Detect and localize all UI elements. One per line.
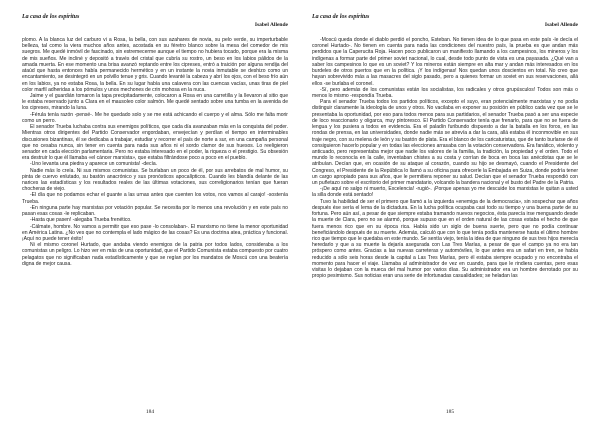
paragraph: -Sí, pero además de los comunistas están los socialistas, los radicales y otros grupúsculos! Todos son más o menos lo mismo -respondía Trueba. (312, 86, 578, 99)
paragraph: -¡De aquí no salgo ni muerto, Excelencia! -rugió-. ¡Porque apenas yo me descuide los marxistas le quitan a usted la silla donde está sentado! (312, 186, 578, 199)
paragraph: Nadie más lo creía. Ni sus mismos comunistas. Se burlaban un poco de él, por sus arrebatos de mal humor, su pinta de cuervo enlutado, su bastón anacrónico y sus pronósticos apocalípticos. Cuando les blandía delante de las narices las estadísticas y los resultados reales de las últimas votaciones, sus correligionarios tenían que fueran chocheras de viejo. (22, 167, 288, 193)
book-title: La casa de los espíritus (22, 14, 80, 20)
paragraph: Tuvo la habilidad de ser el primero que llamó a la izquierda «enemiga de la democracia», sin sospechar que años después ése sería el lema de la dictadura. En la lucha política ocupaba casi todo su tiempo y una buena parte de su fortuna. Pero aún así, a pesar de que siempre estaba tramando nuevos negocios, ésta parecía irse menguando desde la muerte de Clara, pero no se alarmó, porque supuso que en el orden natural de las cosas estaba el hecho de que fuera menos rico que en su época rica. Había sido un siglo de buena suerte, pero que no podía continuar beneficiándolo después de su muerte. Además, calculó que con lo que tenía podía mantenerse hasta el último hombre rico que tiempo que le quedaba en este mundo. Se sentía viejo, tenía la idea de que ninguno de sus tres hijos merecía heredarlo y que a su muerte la dejaría asegurada con Las Tres Marías, a pesar de que el campo ya no era tan próspero como antes. Gracias a las nuevas carreteras y automóviles, lo que antes era un safari en tren, se había reducido a sólo seis horas desde la capital a Las Tres Marías, pero él estaba siempre ocupado y no encontraba el momento para hacer el viaje. Llamaba al administrador de vez en cuando, para que le rindiera cuentas, pero esas visitas lo dejaban con la mueca del mal humor por varios días. Su administrador era un hombre derrotado por su propio pesimismo. Sus noticias eran una serie de infortunadas casualidades; se heladan las (312, 198, 578, 280)
page-number: 185 (445, 409, 455, 415)
author-name: Isabel Allende (254, 22, 288, 28)
book-title: La casa de los espíritus (312, 14, 370, 20)
right-page (300, 0, 600, 424)
running-header (22, 13, 288, 26)
page-number: 184 (145, 409, 155, 415)
paragraph: El senador Trueba luchaba contra sus enemigos políticos, que cada día avanzaban más en la conquista del poder. Mientras otros dirigentes del Partido Conservador engordaban, envejecían y perdían el tiempo en interminables discusiones bizantinas, él se dedicaba a trabajar, estudiar y recorrer el país de norte a sur, en una campaña personal que no cesaba nunca, sin tener en cuenta para nada sus años ni el sordo clamor de sus huesos. Lo reeligieron senador en cada elección parlamentaria. Pero no estaba interesado en el poder, la riqueza o el prestigio. Su obsesión era destruir lo que él llamaba «el cáncer marxista», que estaba filtrándose poco a poco en el pueblo. (22, 124, 288, 162)
running-header (312, 13, 578, 26)
paragraph: Jaime y el guardián tomaron la tapa precipitadamente, colocaron a Rosa en una carretilla y la llevaron al sitio que le estaba reservado junto a Clara en el mausoleo color salmón. Me quedé sentado sobre una tumba en la avenida de los cipreses, mirando la luna. (22, 92, 288, 112)
body-text (312, 37, 578, 407)
paragraph: -Cálmate, hombre. No vamos a permitir que eso pase -lo consolaban-. El marxismo no tiene la menor oportunidad en América Latina. ¿No ves que no contempla el lado mágico de las cosas? Es una doctrina atea, práctica y funcional. ¡Aquí no puede tener éxito! (22, 223, 288, 242)
author-name: Isabel Allende (544, 22, 578, 28)
paragraph: -En ninguna parte hay marxistas por votación popular. Se necesita por lo menos una revolución y en este país no pasan esas cosas -le replicaban. (22, 204, 288, 218)
paragraph: -Uno levanta una piedra y aparece un comunista! -decía. (30, 161, 158, 168)
paragraph: plomo. A la blanca luz del carburo vi a Rosa, la bella, con sus azahares de novia, su pelo verde, su imperturbable belleza, tal como la viera muchos años antes, acostada en su féretro blanco sobre la mesa del comedor de mis suegros. Me quedé inmóvil de fascinado, sin estremecerme aunque el tiempo no hubiera tocado, porque era la misma de mis sueños. Me incliné y depositó a través del cristal que cubría su rostro, un beso en los labios pálidos de la amada muerta. En ese momento una brisa avanzó reptando entre los cipreses, entró a traición por alguna rendija del ataúd que hasta entonces había permanecido hermético y en un instante la novia inmutable se deshizo como un encantamiento, se desintegró en un polvillo tenue y gris. Cuando levanté la cabeza y abrí los ojos, con el beso frío aún en los labios, ya no estaba Rosa, la bella. En su lugar había una calavera con las cuencas vacías, unas tiras de piel color marfil adheridas a los pómulos y unos mechones de crin mohosa en la nuca. (22, 37, 288, 93)
paragraph: Ni el mismo coronel Hurtado, que andaba viendo enemigos de la patria por todos lados, consideraba a los comunistas un peligro. Lo hizo ver en más de una oportunidad, que el Partido Comunista estaba compuesto por cuatro pelagatos que no significaban nada estadísticamente y que se regían por los mandatos de Moscú con una beatería digna de mejor causa. (22, 242, 288, 267)
paragraph: -Hasta que pasen! -alegaba Trueba frenético. (30, 217, 132, 224)
paragraph: -El día que no podamos echar el guante a las urnas antes que cuenten los votos, nos vamos al carajo! -sostenía Trueba. (22, 192, 288, 205)
paragraph: -Férula tenía razón -pensé-. Me he quedado solo y se me está achicando el cuerpo y el alma. Sólo me falta morir como un perro. (22, 111, 288, 124)
paragraph: -Moscú queda donde el diablo perdió el poncho, Esteban. No tienen idea de lo que pasa en este país -le decía el coronel Hurtado-. No tienen en cuenta para nada las condiciones del nuestro país, la prueba es que andan más perdidos que la Caperucita Roja. Hacen poco publicaron un manifiesto llamando a los campesinos, los mineros y los indígenas a formar parte del primer soviet nacional, lo cual, desde todo punto de vista es una payasada. ¿Qué van a saber los campesinos lo que es un soviet? Y los mineros están siempre en alta mar y andan más interesados en los burdeles de otros puertos que en la política. ¡Y los indígenas! Nos quedan unos doscientos en total. No creo que hayan sobrevivido más a las masacres del siglo pasado, pero a quienes formar un soviet en sus reservaciones, allá ellos -se burlaba el coronel. (312, 37, 578, 87)
paragraph: Para el senador Trueba todos los partidos políticos, excepto el suyo, eran potencialmente marxistas y no podía distinguir claramente la ideología de unos y otros. No vacilaba en exponer su posición en público cada vez que se le presentaba la oportunidad, por eso para todos menos para sus partidarios, el senador Trueba pasó a ser una especie de loco reaccionario y oligarca, muy pintoresco. El Partido Conservador tenía que frenarlo, para que no se fuera de lengua y los pusiera a todos en evidencia. Era el paladín furibundo dispuesto a dar la batalla en los foros, en las rondas de prensa, en las universidades, donde nadie más se atrevía a dar la cara, allá estaba él inconmovible en sus traje negro, con su melena de león y su bastón de plata. Era el blanco de los caricaturistas, que de tanto burlarse de él consiguieron hacerlo popular y en todas las elecciones arrasaba con la votación conservadora. Era fanático, violento y anticuado, pero representaba mejor que nadie los valores de la familia, la tradición, la propiedad y el orden. Todo el mundo lo reconocía en la calle, inventaban chistes a su costa y corrían de boca en boca las anécdotas que se le atribuían. Decían que, en ocasión de su ataque al corazón, cuando su hijo se desmayó, cuando el Presidente del Congreso, el Presidente de la República lo llamó a su oficina para ofrecerle la Embajada en Suiza, donde podría tener un cargo apropiado para sus años, que le permitiera reponer su salud. Decían que el senador Trueba respondió con un puñetazo sobre el escritorio del primer mandatario, volcando la bandera nacional y el busto del Padre de la Patria. (312, 99, 578, 187)
body-text (22, 37, 288, 407)
